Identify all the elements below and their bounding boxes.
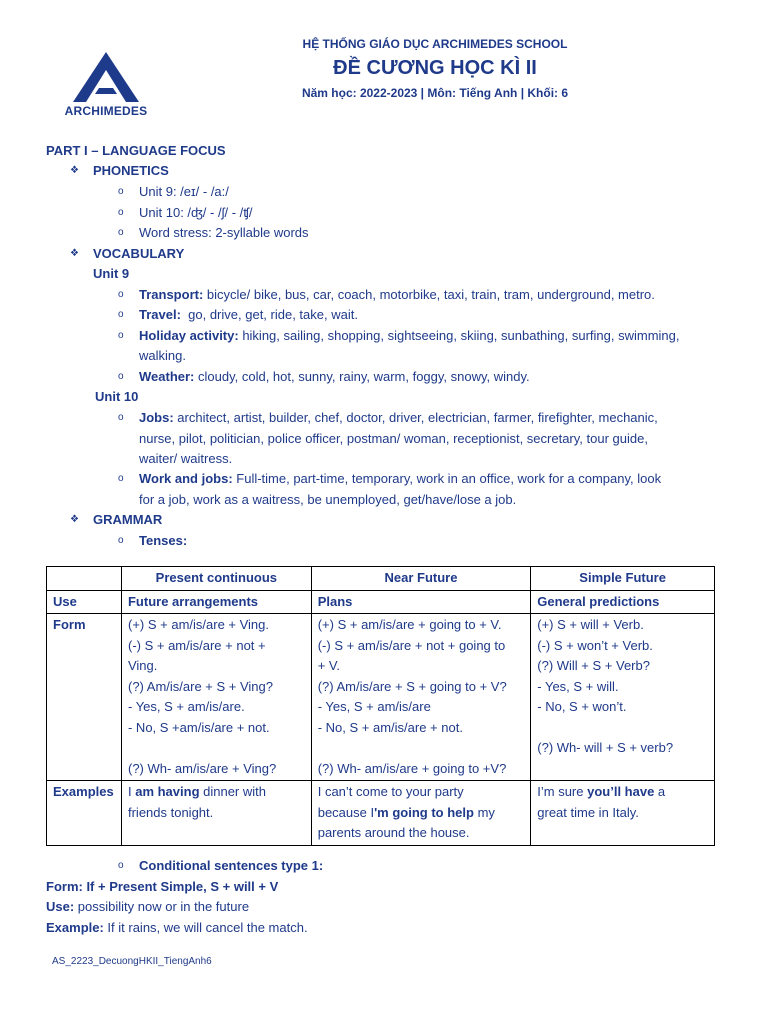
diamond-bullet-icon: ❖	[70, 165, 79, 176]
page-title: ĐỀ CƯƠNG HỌC KÌ II	[333, 57, 537, 79]
diamond-bullet-icon: ❖	[70, 248, 79, 259]
table-cell-form-nf: (+) S + am/is/are + going to + V. (-) S + am/is/are + not + going to + V. (?) Am/is/are + S + going to + V? - Yes, S + am/is/are - No, S + am/is/are + not. (?) Wh- am/is/are + going to +V?	[311, 614, 531, 781]
table-cell: General predictions	[531, 590, 715, 614]
unit9-heading: Unit 9	[93, 266, 130, 281]
vocab-item-jobs: Jobs: architect, artist, builder, chef, doctor, driver, electrician, farmer, firefighter, mechanic,	[139, 410, 658, 425]
tenses-table	[46, 566, 715, 846]
vocab-item-travel: Travel: go, drive, get, ride, take, wait.	[139, 307, 358, 322]
table-header-cell: Simple Future	[531, 567, 715, 591]
part-heading: PART I – LANGUAGE FOCUS	[46, 143, 226, 158]
diamond-bullet-icon: ❖	[70, 514, 79, 525]
vocab-item-work: Work and jobs: Full-time, part-time, temporary, work in an office, work for a company, look	[139, 471, 662, 486]
phonetics-heading: PHONETICS	[93, 163, 169, 178]
school-name: HỆ THỐNG GIÁO DỤC ARCHIMEDES SCHOOL	[302, 37, 568, 51]
table-cell: Future arrangements	[121, 590, 311, 614]
vocab-item-transport: Transport: bicycle/ bike, bus, car, coach, motorbike, taxi, train, tram, underground, metro.	[139, 287, 655, 302]
vocab-item-work-cont: for a job, work as a waitress, be unemployed, get/have/lose a job.	[139, 492, 517, 507]
table-header-cell: Near Future	[311, 567, 531, 591]
vocab-item-jobs-cont: nurse, pilot, politician, police officer, postman/ woman, receptionist, secretary, tour guide,	[139, 431, 648, 446]
archimedes-a-icon	[73, 52, 139, 104]
vocab-item-holiday: Holiday activity: hiking, sailing, shopping, sightseeing, skiing, sunbathing, surfing, swimming,	[139, 328, 680, 343]
table-cell: Plans	[311, 590, 531, 614]
phonetics-item: Unit 9: /eɪ/ - /a:/	[139, 184, 229, 199]
conditional-example: Example: If it rains, we will cancel the match.	[46, 920, 308, 935]
circle-bullet-icon: o	[118, 473, 124, 484]
table-cell-ex-nf: I can’t come to your party because I'm going to help my parents around the house.	[311, 781, 531, 846]
vocab-item-holiday-cont: walking.	[139, 348, 186, 363]
circle-bullet-icon: o	[118, 412, 124, 423]
circle-bullet-icon: o	[118, 227, 124, 238]
table-row-use	[47, 590, 715, 614]
table-header-cell	[47, 567, 122, 591]
table-cell-ex-pc: I am having dinner with friends tonight.	[121, 781, 311, 846]
conditional-form: Form: If + Present Simple, S + will + V	[46, 879, 279, 894]
footer-doc-code: AS_2223_DecuongHKII_TiengAnh6	[52, 956, 212, 967]
row-label-use: Use	[47, 590, 122, 614]
circle-bullet-icon: o	[118, 186, 124, 197]
table-header-row	[47, 567, 715, 591]
row-label-form: Form	[47, 614, 122, 781]
table-cell-ex-sf: I’m sure you’ll have a great time in Italy.	[531, 781, 715, 846]
phonetics-item: Unit 10: /ʤ/ - /ʃ/ - /ʧ/	[139, 205, 253, 220]
circle-bullet-icon: o	[118, 207, 124, 218]
vocab-item-jobs-cont: waiter/ waitress.	[139, 451, 233, 466]
tenses-label: Tenses:	[139, 533, 188, 548]
table-header-cell: Present continuous	[121, 567, 311, 591]
circle-bullet-icon: o	[118, 289, 124, 300]
circle-bullet-icon: o	[118, 309, 124, 320]
circle-bullet-icon: o	[118, 371, 124, 382]
logo-text: ARCHIMEDES	[64, 104, 148, 118]
table-cell-form-pc: (+) S + am/is/are + Ving. (-) S + am/is/are + not + Ving. (?) Am/is/are + S + Ving? - Yes, S + am/is/are. - No, S +am/is/are + not. (?) Wh- am/is/are + Ving?	[121, 614, 311, 781]
table-cell-form-sf: (+) S + will + Verb. (-) S + won’t + Verb. (?) Will + S + Verb? - Yes, S + will. - No, S + won’t. (?) Wh- will + S + verb?	[531, 614, 715, 781]
row-label-examples: Examples	[47, 781, 122, 846]
grammar-heading: GRAMMAR	[93, 512, 163, 527]
archimedes-logo	[52, 52, 160, 122]
conditional-heading: Conditional sentences type 1:	[139, 858, 324, 873]
school-year-info: Năm học: 2022-2023 | Môn: Tiếng Anh | Khối: 6	[301, 86, 569, 100]
vocabulary-heading: VOCABULARY	[93, 246, 185, 261]
table-row-form	[47, 614, 715, 781]
table-row-examples	[47, 781, 715, 846]
vocab-item-weather: Weather: cloudy, cold, hot, sunny, rainy, warm, foggy, snowy, windy.	[139, 369, 530, 384]
phonetics-item: Word stress: 2-syllable words	[139, 225, 309, 240]
conditional-use: Use: possibility now or in the future	[46, 899, 250, 914]
circle-bullet-icon: o	[118, 860, 124, 871]
unit10-heading: Unit 10	[95, 389, 139, 404]
circle-bullet-icon: o	[118, 330, 124, 341]
circle-bullet-icon: o	[118, 535, 124, 546]
